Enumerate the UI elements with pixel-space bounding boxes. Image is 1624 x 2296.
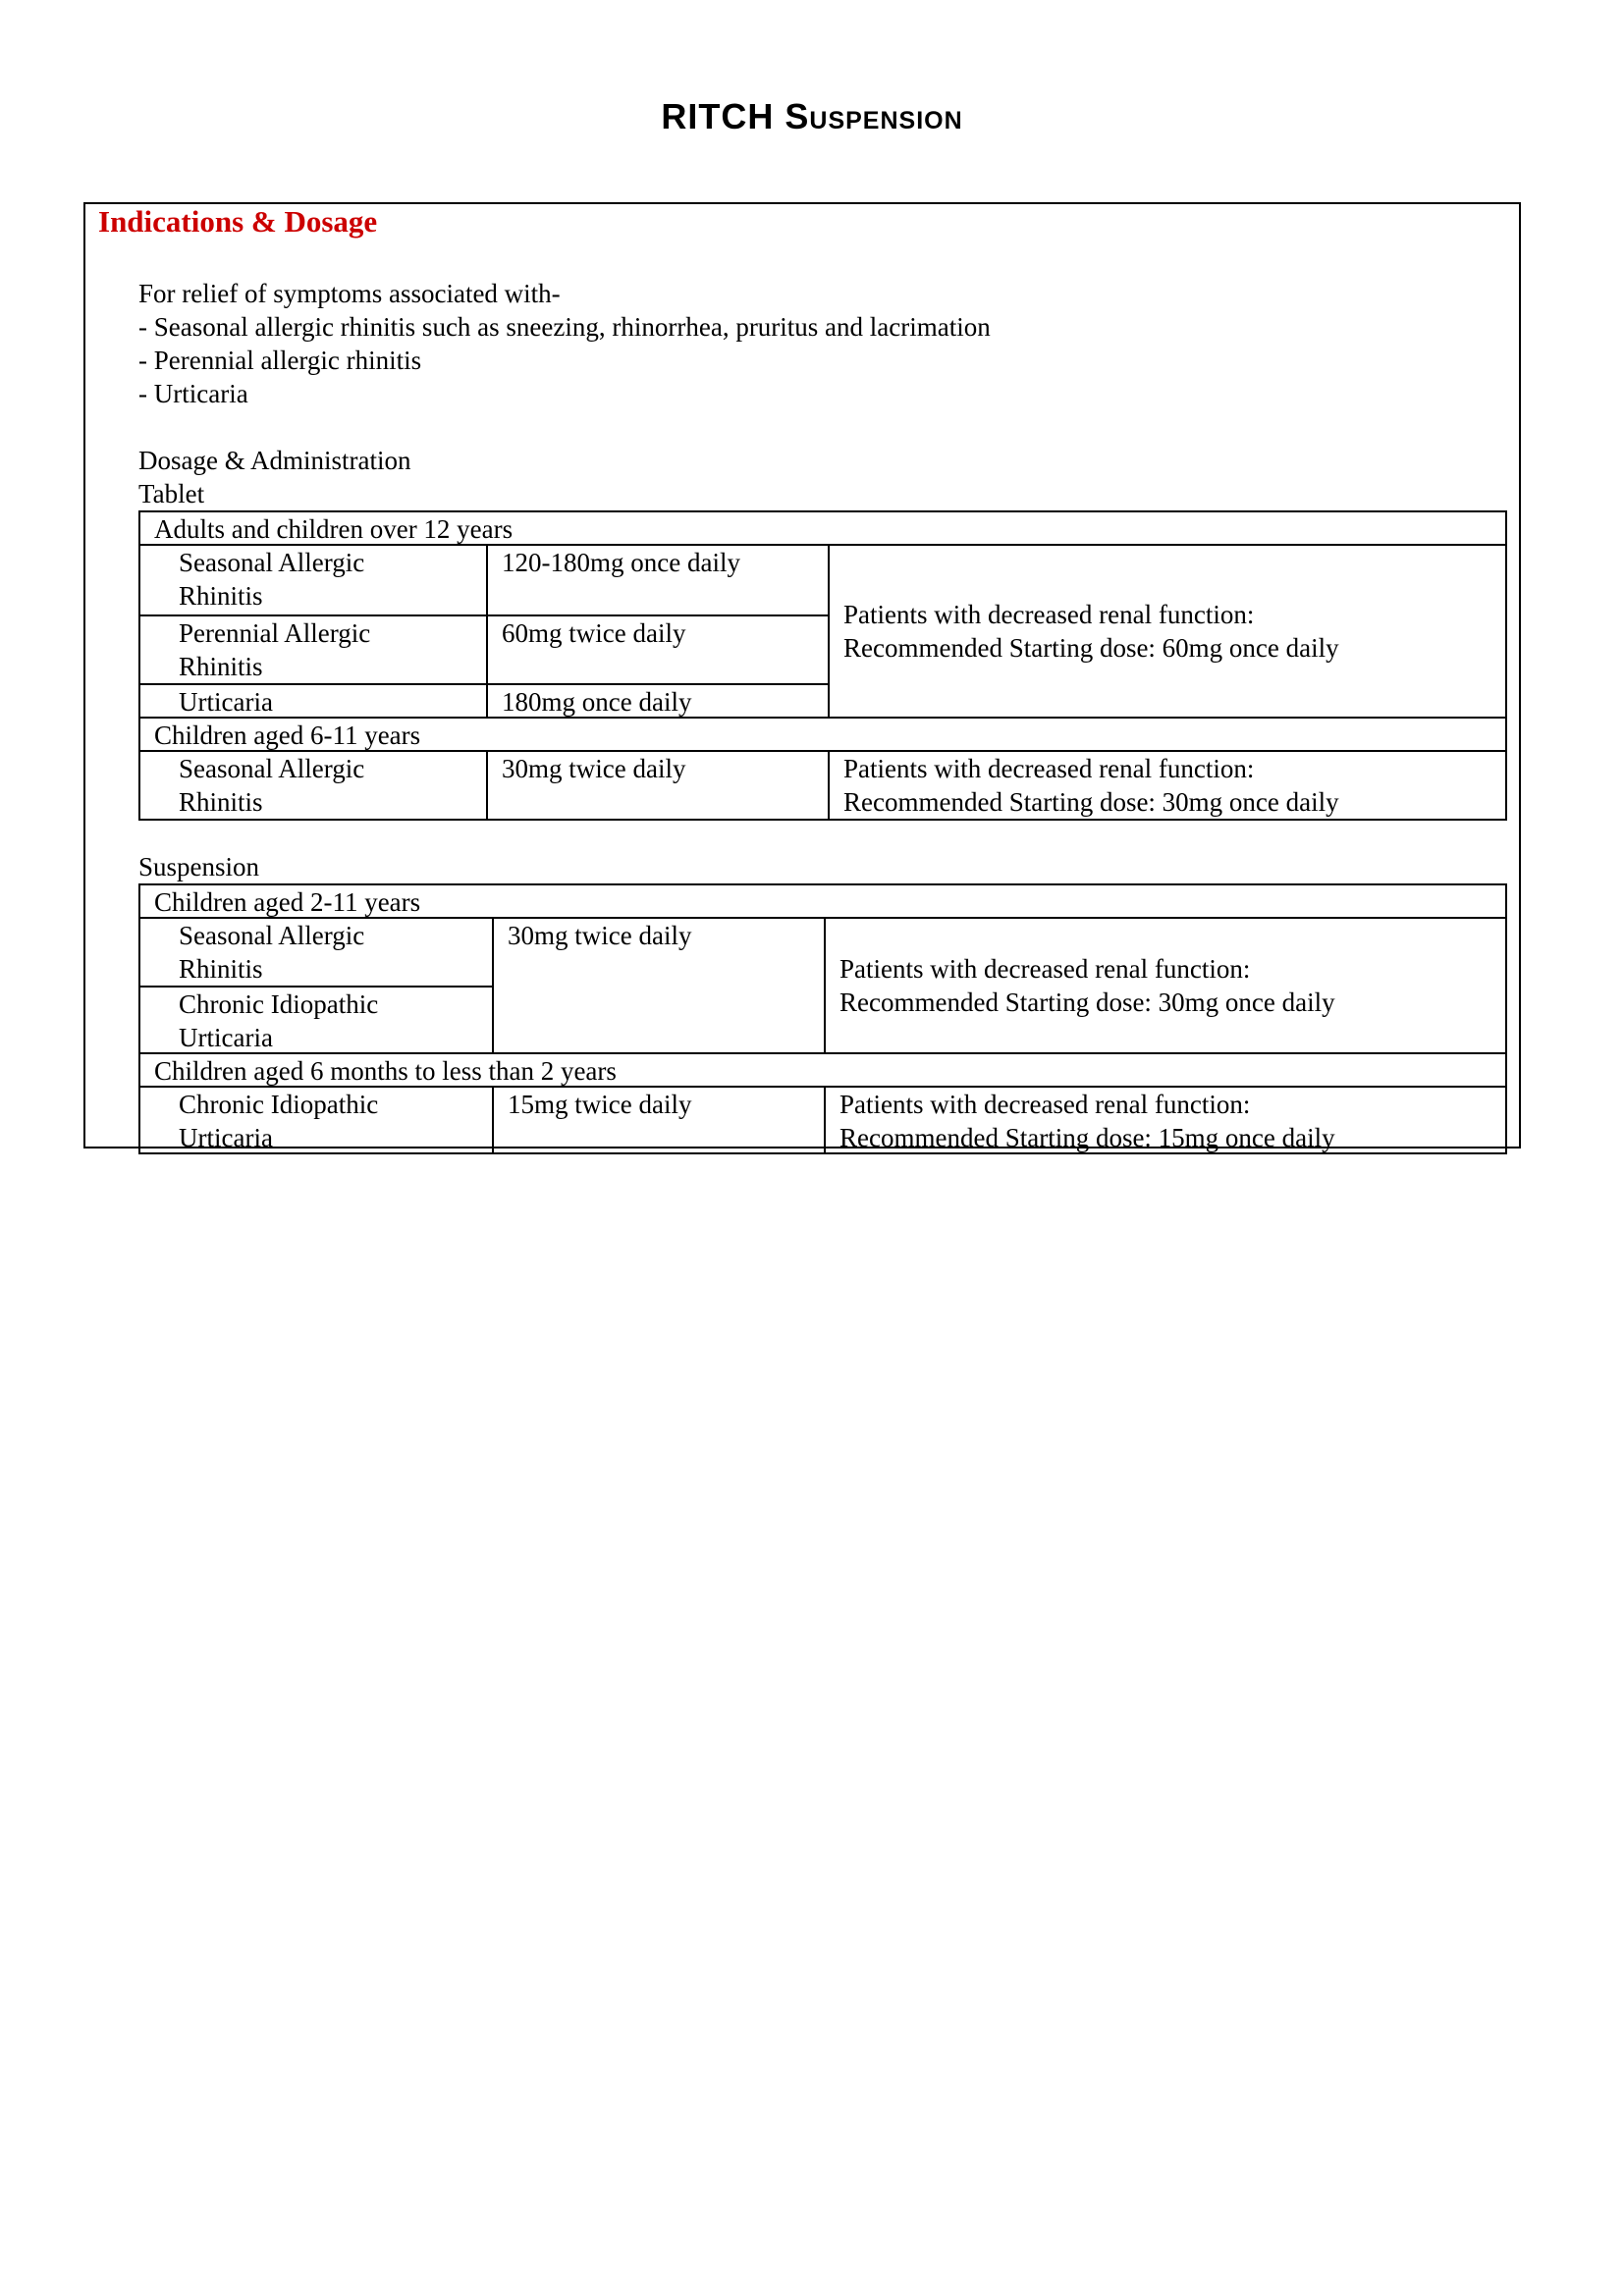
title-main: RITCH — [661, 96, 775, 136]
group-title: Children aged 6-11 years — [140, 719, 1505, 752]
dosage-heading: Dosage & Administration — [138, 446, 411, 475]
dose-cell: 180mg once daily — [488, 683, 828, 717]
indication-cell: Seasonal Allergic Rhinitis — [179, 548, 365, 611]
indication-cell: Urticaria — [140, 683, 486, 717]
suspension-label: Suspension — [138, 852, 260, 881]
indication-cell: Seasonal Allergic Rhinitis — [179, 921, 365, 984]
group-title: Children aged 6 months to less than 2 years — [140, 1054, 1505, 1088]
renal-function-note: Patients with decreased renal function: Recommended Starting dose: 60mg once daily — [828, 546, 1505, 717]
dose-cell: 60mg twice daily — [488, 614, 828, 683]
dose-cell: 15mg twice daily — [508, 1090, 692, 1119]
section-heading: Indications & Dosage — [98, 204, 378, 239]
indication-cell: Seasonal Allergic Rhinitis — [179, 754, 365, 817]
intro-item: - Seasonal allergic rhinitis such as sneezing, rhinorrhea, pruritus and lacrimation — [138, 312, 991, 342]
group-title: Children aged 2-11 years — [140, 885, 1505, 919]
intro-lead: For relief of symptoms associated with- — [138, 279, 561, 308]
dosage-group — [140, 885, 1505, 1054]
tablet-label: Tablet — [138, 479, 205, 508]
tablet-dosage-table — [138, 510, 1507, 821]
renal-function-note: Patients with decreased renal function: Recommended Starting dose: 30mg once daily — [828, 752, 1505, 819]
group-title: Adults and children over 12 years — [140, 512, 1505, 546]
intro-item: - Perennial allergic rhinitis — [138, 346, 422, 375]
page-title — [0, 96, 1624, 137]
renal-function-note: Patients with decreased renal function: Recommended Starting dose: 30mg once daily — [824, 919, 1505, 1052]
intro-item: - Urticaria — [138, 379, 248, 408]
renal-function-note: Patients with decreased renal function: Recommended Starting dose: 15mg once daily — [824, 1088, 1505, 1152]
dose-cell: 120-180mg once daily — [502, 548, 740, 577]
dose-cell: 30mg twice daily — [502, 754, 686, 783]
indication-cell: Perennial Allergic Rhinitis — [140, 614, 486, 683]
suspension-dosage-table — [138, 883, 1507, 1154]
indication-cell: Chronic Idiopathic Urticaria — [140, 986, 492, 1052]
dosage-group — [140, 1054, 1505, 1152]
title-rest: Suspension — [785, 96, 963, 136]
dosage-group — [140, 512, 1505, 719]
dose-cell: 30mg twice daily — [508, 921, 692, 950]
indication-cell: Chronic Idiopathic Urticaria — [179, 1090, 379, 1152]
dosage-group — [140, 719, 1505, 819]
